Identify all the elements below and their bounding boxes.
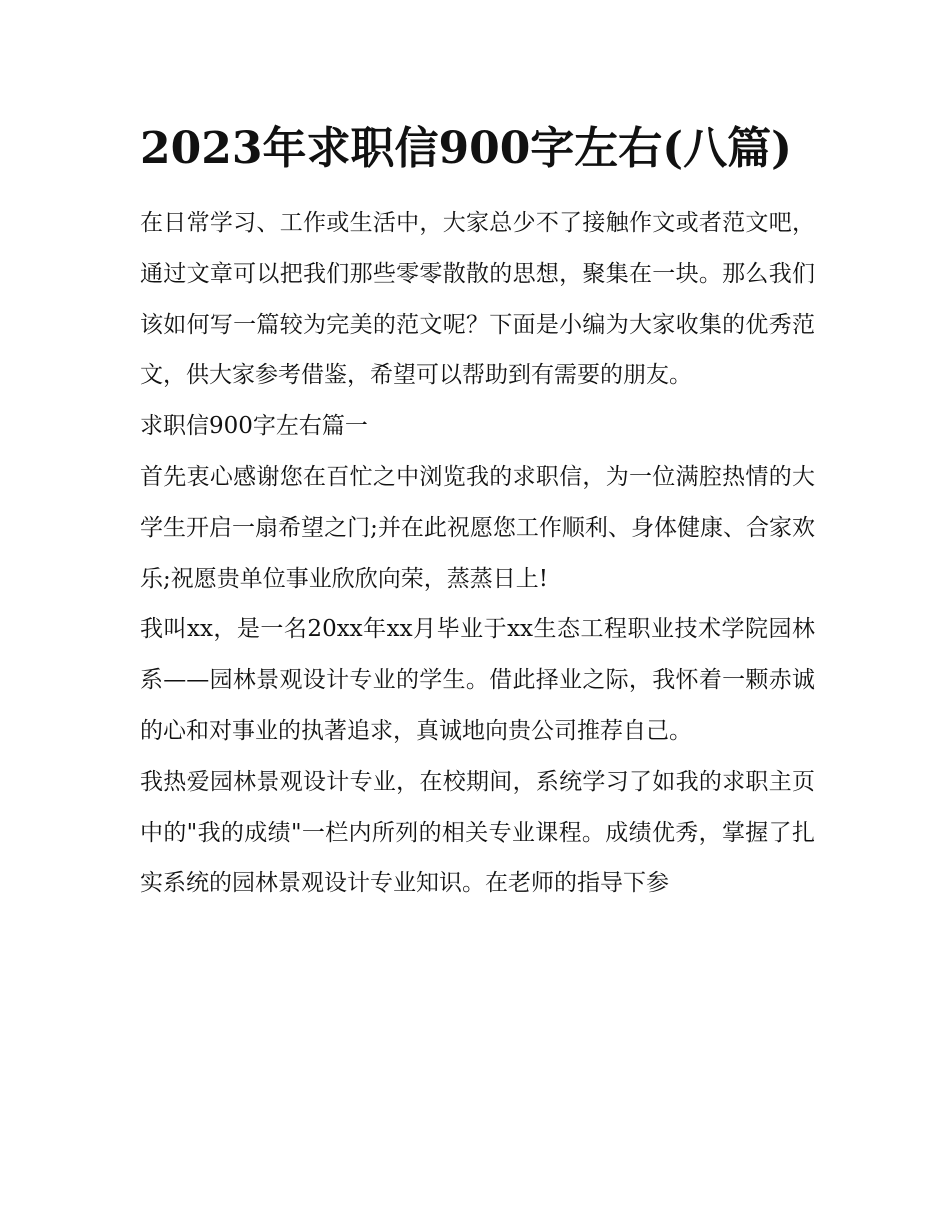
- section-heading: 求职信900字左右篇一: [140, 413, 368, 440]
- intro-paragraph: 在日常学习、工作或生活中，大家总少不了接触作文或者范文吧，通过文章可以把我们那些零零散散的思想，聚集在一块。那么我们该如何写一篇较为完美的范文呢？下面是小编为大家收集的优秀范文，供大家参考借鉴，希望可以帮助到有需要的朋友。: [140, 210, 815, 389]
- body-paragraph-3: 我热爱园林景观设计专业，在校期间，系统学习了如我的求职主页中的"我的成绩"一栏内所列的相关专业课程。成绩优秀，掌握了扎实系统的园林景观设计专业知识。在老师的指导下参: [140, 768, 815, 897]
- document-page: [140, 118, 815, 909]
- document-title: 2023年求职信900字左右(八篇): [140, 123, 792, 174]
- body-paragraph-2: 我叫xx，是一名20xx年xx月毕业于xx生态工程职业技术学院园林系——园林景观设计专业的学生。借此择业之际，我怀着一颗赤诚的心和对事业的执著追求，真诚地向贵公司推荐自己。: [140, 616, 815, 744]
- body-paragraph-1: 首先衷心感谢您在百忙之中浏览我的求职信，为一位满腔热情的大学生开启一扇希望之门;并在此祝愿您工作顺利、身体健康、合家欢乐;祝愿贵单位事业欣欣向荣，蒸蒸日上!: [140, 463, 815, 592]
